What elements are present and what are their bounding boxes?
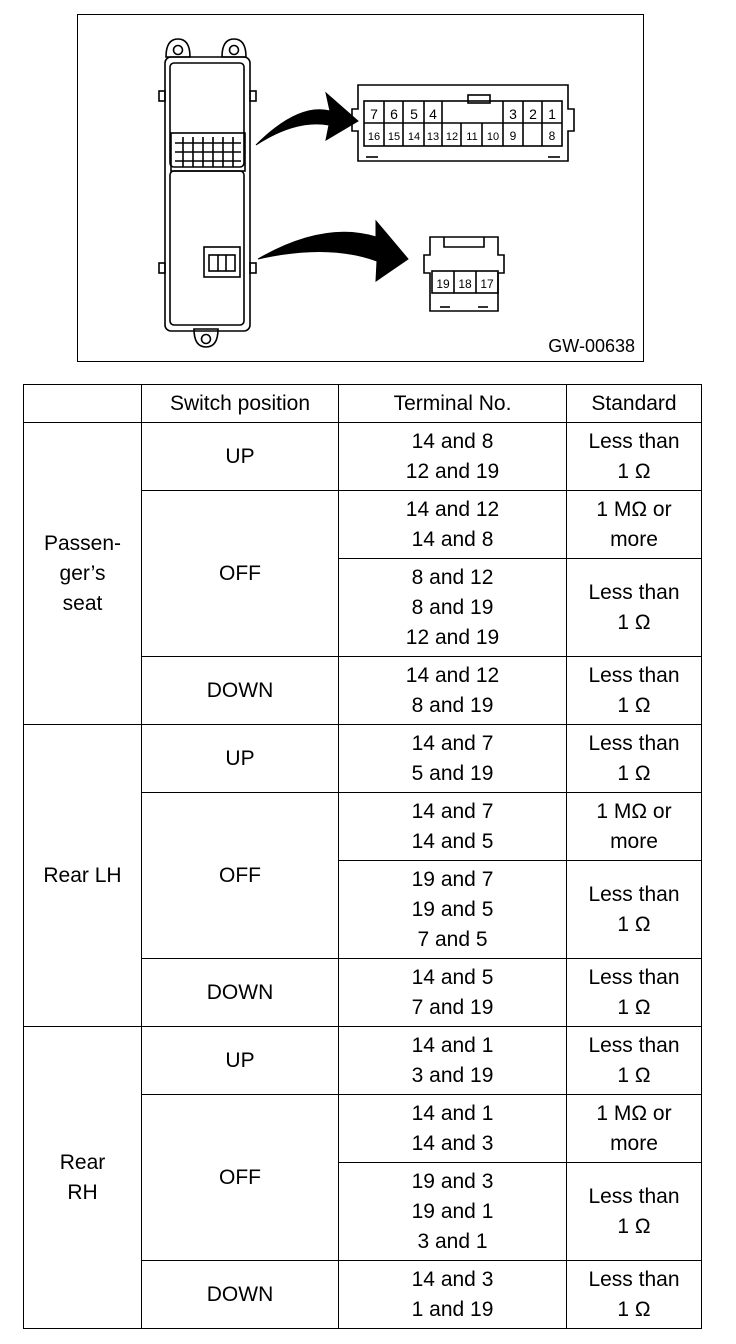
standard-value xyxy=(567,1261,702,1329)
standard-value-line: 1 MΩ or xyxy=(596,1101,672,1125)
pin-label: 12 xyxy=(445,131,459,143)
standard-value-line: Less than xyxy=(588,965,680,989)
group-name-line: Passen- xyxy=(43,531,122,555)
connector-large xyxy=(352,85,574,161)
header-standard: Standard xyxy=(567,385,702,423)
standard-value xyxy=(567,1163,702,1261)
standard-value-line: 1 Ω xyxy=(617,995,651,1019)
inspection-table xyxy=(23,384,702,1329)
pin-label: 16 xyxy=(367,131,381,143)
terminal-pairs xyxy=(339,1163,567,1261)
standard-value-line: Less than xyxy=(588,1267,680,1291)
standard-value xyxy=(567,657,702,725)
terminal-pairs xyxy=(339,1261,567,1329)
table-row xyxy=(24,725,702,793)
terminal-pairs-line: 14 and 3 xyxy=(411,1267,494,1291)
standard-value-line: Less than xyxy=(588,429,680,453)
standard-value-line: 1 Ω xyxy=(617,912,651,936)
terminal-pairs-line: 14 and 3 xyxy=(411,1131,494,1155)
connector-figure xyxy=(77,14,644,362)
header-row xyxy=(24,385,702,423)
standard-value xyxy=(567,725,702,793)
terminal-pairs xyxy=(339,793,567,861)
standard-value-line: 1 MΩ or xyxy=(596,799,672,823)
terminal-pairs-line: 5 and 19 xyxy=(411,761,494,785)
pin-label: 9 xyxy=(509,129,517,143)
switch-position: OFF xyxy=(142,491,339,657)
switch-position: DOWN xyxy=(142,657,339,725)
standard-value-line: 1 Ω xyxy=(617,1214,651,1238)
standard-value-line: 1 Ω xyxy=(617,761,651,785)
standard-value xyxy=(567,959,702,1027)
pin-label: 2 xyxy=(529,106,537,122)
pin-label: 14 xyxy=(407,131,421,143)
group-name-line: RH xyxy=(67,1180,98,1204)
standard-value xyxy=(567,491,702,559)
switch-position: DOWN xyxy=(142,1261,339,1329)
connector-small xyxy=(424,237,504,311)
terminal-pairs xyxy=(339,1095,567,1163)
standard-value-line: Less than xyxy=(588,882,680,906)
standard-value xyxy=(567,423,702,491)
switch-position: OFF xyxy=(142,793,339,959)
arrow-icon xyxy=(258,221,408,281)
terminal-pairs-line: 14 and 12 xyxy=(405,497,500,521)
terminal-pairs-line: 14 and 7 xyxy=(411,799,494,823)
group-name-line: Rear xyxy=(59,1150,106,1174)
standard-value-line: 1 Ω xyxy=(617,459,651,483)
terminal-pairs-line: 8 and 19 xyxy=(411,693,494,717)
standard-value-line: 1 Ω xyxy=(617,1063,651,1087)
figure-code: GW-00638 xyxy=(548,336,635,356)
group-name xyxy=(24,725,142,1027)
terminal-pairs-line: 12 and 19 xyxy=(405,459,500,483)
standard-value-line: more xyxy=(610,1131,658,1155)
pin-label: 5 xyxy=(410,106,418,122)
standard-value-line: 1 MΩ or xyxy=(596,497,672,521)
standard-value-line: more xyxy=(610,829,658,853)
pin-label: 1 xyxy=(548,106,556,122)
standard-value-line: Less than xyxy=(588,1033,680,1057)
standard-value-line: Less than xyxy=(588,1184,680,1208)
connector-small-pins xyxy=(436,277,494,291)
terminal-pairs-line: 14 and 5 xyxy=(411,965,494,989)
terminal-pairs xyxy=(339,491,567,559)
pin-label: 4 xyxy=(429,106,437,122)
standard-value xyxy=(567,793,702,861)
pin-label: 6 xyxy=(390,106,398,122)
terminal-pairs-line: 14 and 8 xyxy=(411,527,494,551)
terminal-pairs xyxy=(339,423,567,491)
table-body xyxy=(24,423,702,1329)
pin-label: 18 xyxy=(458,277,472,291)
pin-label: 15 xyxy=(387,131,401,143)
header-terminal-no: Terminal No. xyxy=(339,385,567,423)
pin-label: 3 xyxy=(509,106,517,122)
connector-large-pins xyxy=(368,106,556,143)
terminal-pairs-line: 14 and 5 xyxy=(411,829,494,853)
header-switch-position: Switch position xyxy=(142,385,339,423)
terminal-pairs-line: 3 and 19 xyxy=(411,1063,494,1087)
pin-label: 11 xyxy=(466,131,478,143)
terminal-pairs xyxy=(339,1027,567,1095)
standard-value xyxy=(567,1095,702,1163)
switch-position: OFF xyxy=(142,1095,339,1261)
terminal-pairs xyxy=(339,861,567,959)
standard-value-line: Less than xyxy=(588,663,680,687)
terminal-pairs-line: 14 and 7 xyxy=(411,731,494,755)
terminal-pairs xyxy=(339,657,567,725)
terminal-pairs-line: 19 and 5 xyxy=(411,897,494,921)
standard-value-line: Less than xyxy=(588,731,680,755)
terminal-pairs-line: 14 and 8 xyxy=(411,429,494,453)
switch-position: UP xyxy=(142,1027,339,1095)
pin-label: 13 xyxy=(426,131,440,143)
standard-value-line: Less than xyxy=(588,580,680,604)
terminal-pairs-line: 14 and 1 xyxy=(411,1101,494,1125)
terminal-pairs-line: 14 and 12 xyxy=(405,663,500,687)
table-row xyxy=(24,1027,702,1095)
terminal-pairs xyxy=(339,959,567,1027)
standard-value xyxy=(567,559,702,657)
switch-position: UP xyxy=(142,725,339,793)
table-row xyxy=(24,423,702,491)
terminal-pairs xyxy=(339,725,567,793)
terminal-pairs-line: 8 and 12 xyxy=(411,565,494,589)
terminal-pairs-line: 19 and 1 xyxy=(411,1199,494,1223)
terminal-pairs-line: 1 and 19 xyxy=(411,1297,494,1321)
standard-value xyxy=(567,861,702,959)
pin-label: 19 xyxy=(436,277,450,291)
standard-value xyxy=(567,1027,702,1095)
terminal-pairs-line: 8 and 19 xyxy=(411,595,494,619)
header-blank xyxy=(24,385,142,423)
pin-label: 17 xyxy=(480,277,494,291)
arrow-icon xyxy=(256,93,358,145)
pin-label: 8 xyxy=(548,129,556,143)
terminal-pairs-line: 12 and 19 xyxy=(405,625,500,649)
standard-value-line: 1 Ω xyxy=(617,610,651,634)
standard-value-line: more xyxy=(610,527,658,551)
switch-position: UP xyxy=(142,423,339,491)
switch-body xyxy=(159,39,256,347)
standard-value-line: 1 Ω xyxy=(617,1297,651,1321)
group-name xyxy=(24,423,142,725)
switch-position: DOWN xyxy=(142,959,339,1027)
pin-label: 10 xyxy=(486,131,500,143)
pin-label: 7 xyxy=(370,106,378,122)
terminal-pairs-line: 14 and 1 xyxy=(411,1033,494,1057)
standard-value-line: 1 Ω xyxy=(617,693,651,717)
terminal-pairs-line: 19 and 3 xyxy=(411,1169,494,1193)
group-name-line: seat xyxy=(62,591,103,615)
terminal-pairs xyxy=(339,559,567,657)
switch-diagram xyxy=(78,15,642,360)
group-name xyxy=(24,1027,142,1329)
terminal-pairs-line: 7 and 5 xyxy=(417,927,488,951)
terminal-pairs-line: 3 and 1 xyxy=(417,1229,488,1253)
group-name-line: Rear LH xyxy=(43,863,122,887)
group-name-line: ger’s xyxy=(59,561,106,585)
terminal-pairs-line: 19 and 7 xyxy=(411,867,494,891)
terminal-pairs-line: 7 and 19 xyxy=(411,995,494,1019)
